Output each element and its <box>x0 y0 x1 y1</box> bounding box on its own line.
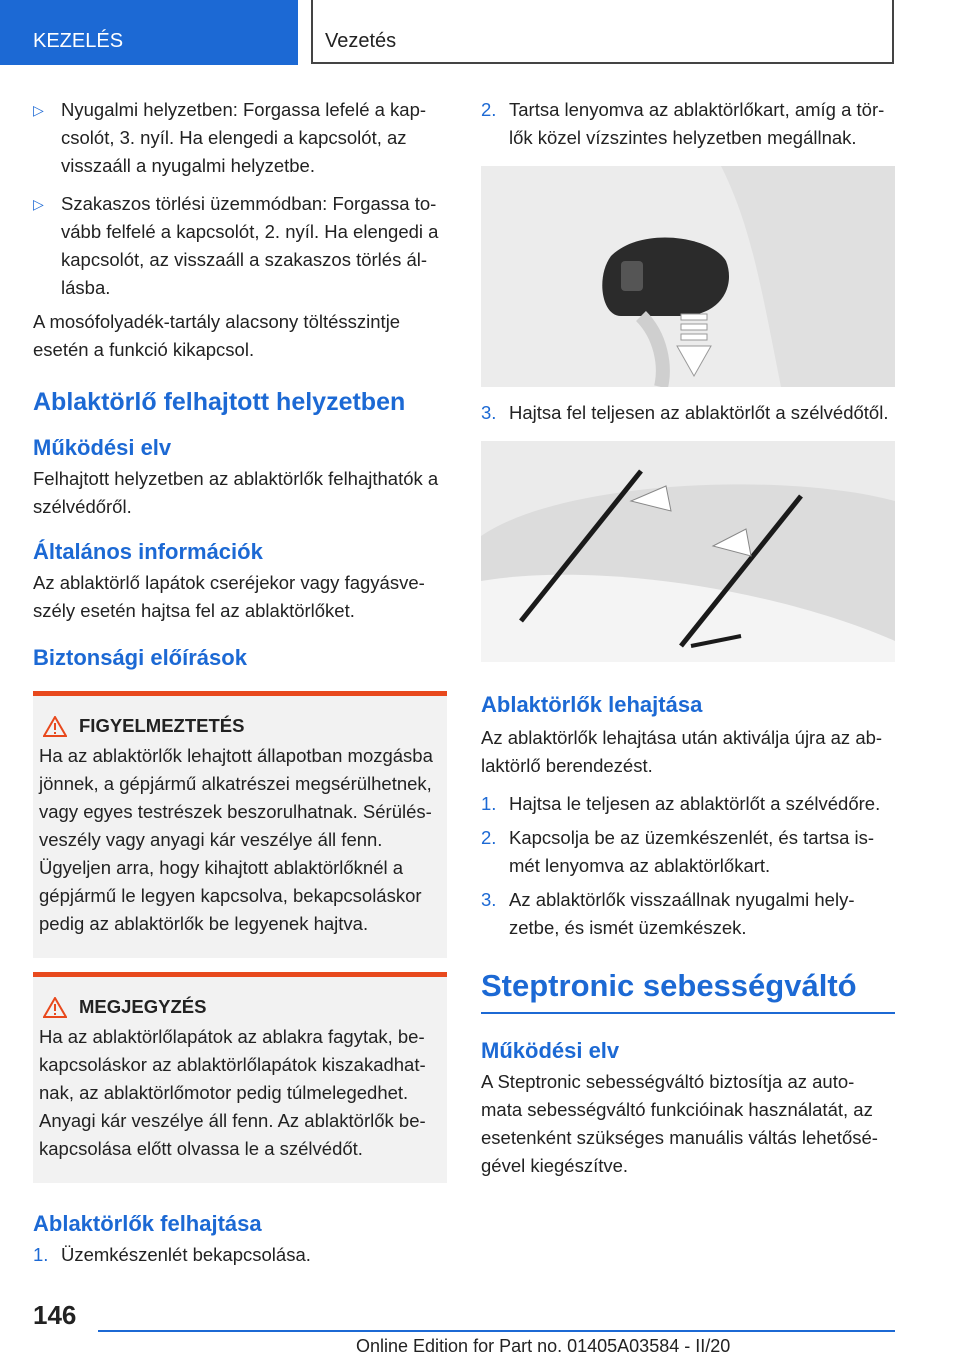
section-heading: Ablaktörlő felhajtott helyzetben <box>33 388 406 416</box>
bullet-text: Szakaszos törlési üzemmódban: Forgassa to-vább felfelé a kapcsolót, 2. nyíl. Ha elengedi a kapcsolót, az visszaáll a szakaszos törlés ál-lásba. <box>61 193 439 298</box>
page-number: 146 <box>33 1300 77 1330</box>
fold-down-paragraph: Az ablaktörlők lehajtása után aktiválja újra az ab-laktörlő berendezést. <box>481 727 883 776</box>
notice-text: Ha az ablaktörlőlapátok az ablakra fagytak, be-kapcsoláskor az ablaktörlőlapátok kiszakadhat-nak, az ablaktörlőmotor pedig túlmelegedhet. Anyagi kár veszélye áll fenn. Az ablaktörlők be-kapcsolása előtt olvassa le a szélvédőt. <box>39 1026 426 1159</box>
steptronic-paragraph: A Steptronic sebességváltó biztosítja az auto-mata sebességváltó funkcióinak használatát, az esetenként szükséges manuális váltás lehetősé-gével kiegészítve. <box>481 1071 878 1176</box>
subsection-heading: Ablaktörlők felhajtása <box>33 1211 262 1236</box>
section-tab <box>0 0 298 65</box>
step-number: 3. <box>481 402 497 423</box>
step-item <box>481 886 895 942</box>
subsection-heading: Biztonsági előírások <box>33 645 247 670</box>
step-number: 2. <box>481 827 497 848</box>
wiper-stalk-illustration <box>481 166 895 387</box>
triangle-bullet-icon: ▷ <box>33 196 44 212</box>
left-column <box>33 96 447 1269</box>
notice-box <box>33 972 447 1183</box>
warning-triangle-icon <box>43 997 67 1018</box>
step-item <box>481 96 895 152</box>
warning-title: FIGYELMEZTETÉS <box>79 715 245 736</box>
step-text: Hajtsa fel teljesen az ablaktörlőt a szélvédőtől. <box>509 402 889 423</box>
warning-box <box>33 691 447 958</box>
notice-title: MEGJEGYZÉS <box>79 996 207 1017</box>
notice-title-row <box>39 993 439 1021</box>
wiper-fold-illustration <box>481 441 895 662</box>
principle-paragraph: Felhajtott helyzetben az ablaktörlők felhajthatók a szélvédőről. <box>33 468 439 517</box>
footer-rule <box>98 1330 895 1332</box>
step-number: 3. <box>481 889 497 910</box>
step-number: 1. <box>33 1244 49 1265</box>
step-text: Kapcsolja be az üzemkészenlét, és tartsa is-mét lenyomva az ablaktörlőkart. <box>509 827 875 876</box>
warning-text: Ha az ablaktörlők lehajtott állapotban mozgásba jönnek, a gépjármű alkatrészei megsérülhetnek, vagy egyes testrészek beszorulhatnak. Sérülés-veszély vagy anyagi kár veszélye áll fenn. Ügyeljen arra, hogy kihajtott ablaktörlőknél a gépjármű le legyen kapcsolva, bekapcsoláskor pedig az ablaktörlők be legyenek hajtva. <box>39 745 433 934</box>
note-paragraph: A mosófolyadék-tartály alacsony töltésszintje esetén a funkció kikapcsol. <box>33 311 401 360</box>
right-column <box>481 96 895 1180</box>
step-item <box>481 790 895 818</box>
section-title: KEZELÉS <box>33 30 124 52</box>
triangle-bullet-icon: ▷ <box>33 102 44 118</box>
bullet-text: Nyugalmi helyzetben: Forgassa lefelé a kap-csolót, 3. nyíl. Ha elengedi a kapcsolót, az visszaáll a nyugalmi helyzetbe. <box>61 99 427 176</box>
step-item <box>481 399 895 427</box>
subsection-heading: Ablaktörlők lehajtása <box>481 692 703 717</box>
step-text: Üzemkészenlét bekapcsolása. <box>61 1244 311 1265</box>
step-text: Hajtsa le teljesen az ablaktörlőt a szélvédőre. <box>509 793 881 814</box>
bullet-item <box>33 96 447 180</box>
chapter-title: Vezetés <box>325 30 397 52</box>
subsection-heading: Működési elv <box>33 435 172 460</box>
warning-triangle-icon <box>43 716 67 737</box>
step-item <box>481 824 895 880</box>
edition-text: Online Edition for Part no. 01405A03584 - II/20 <box>356 1336 731 1356</box>
step-number: 2. <box>481 99 497 120</box>
chapter-heading: Steptronic sebességváltó <box>481 968 895 1014</box>
warning-title-row <box>39 712 439 740</box>
subsection-heading: Működési elv <box>481 1038 620 1063</box>
chapter-tab <box>311 0 894 64</box>
step-text: Tartsa lenyomva az ablaktörlőkart, amíg a tör-lők közel vízszintes helyzetben megállnak. <box>509 99 885 148</box>
general-paragraph: Az ablaktörlő lapátok cseréjekor vagy fagyásve-szély esetén hajtsa fel az ablaktörlőket. <box>33 572 425 621</box>
step-text: Az ablaktörlők visszaállnak nyugalmi hely-zetbe, és ismét üzemkészek. <box>509 889 855 938</box>
step-item <box>33 1241 447 1269</box>
subsection-heading: Általános információk <box>33 539 263 564</box>
bullet-item <box>33 190 447 302</box>
step-number: 1. <box>481 793 497 814</box>
